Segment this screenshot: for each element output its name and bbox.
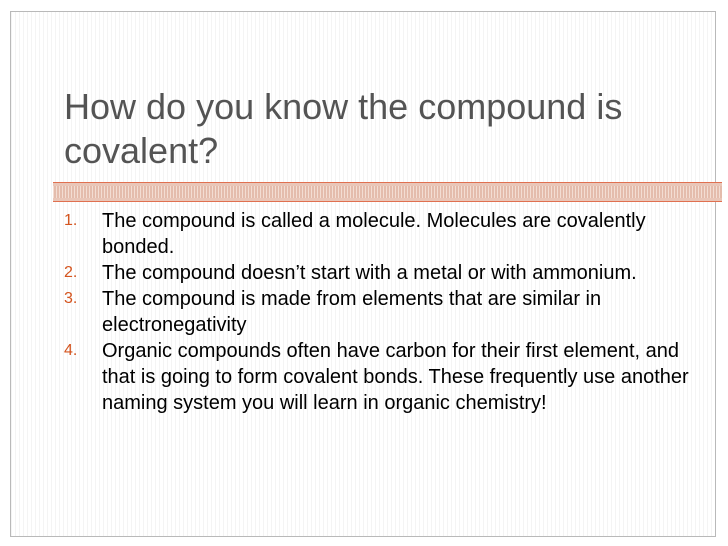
list-item	[64, 208, 704, 260]
list-item-text: The compound is called a molecule. Molecules are covalently bonded.	[102, 210, 646, 258]
list-item-number: 4.	[64, 342, 78, 359]
list-item-number: 3.	[64, 290, 78, 307]
slide-title: How do you know the compound is covalent?	[64, 86, 623, 171]
list-item-number: 1.	[64, 212, 78, 229]
title-accent-bar	[53, 182, 722, 202]
list-item	[64, 338, 704, 416]
list-item-text: The compound is made from elements that are similar in electronegativity	[102, 288, 602, 336]
list-item	[64, 286, 704, 338]
list-item-text: The compound doesn’t start with a metal or with ammonium.	[102, 262, 637, 284]
list-item-text: Organic compounds often have carbon for their first element, and that is going to form covalent bonds. These frequently use another naming system you will learn in organic chemistry!	[102, 340, 689, 414]
numbered-list	[64, 208, 704, 416]
list-item	[64, 260, 704, 286]
list-item-number: 2.	[64, 264, 78, 281]
